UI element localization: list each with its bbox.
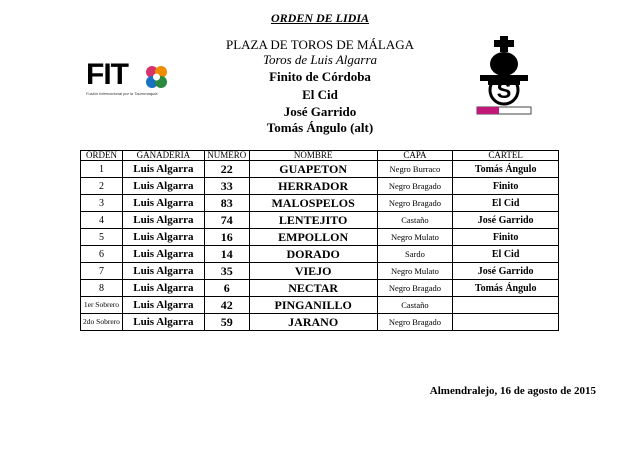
cell-ganaderia: Luis Algarra	[122, 297, 204, 314]
cell-nombre: MALOSPELOS	[249, 195, 377, 212]
cell-cartel: El Cid	[453, 195, 559, 212]
cell-orden: 3	[81, 195, 123, 212]
cell-cartel: Finito	[453, 229, 559, 246]
cell-orden: 2do Sobrero	[81, 314, 123, 331]
cell-numero: 22	[204, 161, 249, 178]
cell-capa: Negro Mulato	[377, 229, 453, 246]
table-header-row	[81, 151, 559, 161]
header-nombre: NOMBRE	[249, 151, 377, 161]
cell-capa: Castaño	[377, 212, 453, 229]
fit-logo-text: FIT	[86, 58, 128, 91]
cell-orden: 4	[81, 212, 123, 229]
table-row	[81, 314, 559, 331]
bull-breeder-line: Toros de Luis Algarra	[262, 52, 378, 67]
header-ganaderia: GANADERIA	[122, 151, 204, 161]
cell-ganaderia: Luis Algarra	[122, 280, 204, 297]
bull-order-table	[80, 150, 559, 331]
cell-nombre: PINGANILLO	[249, 297, 377, 314]
table-row	[81, 297, 559, 314]
cell-orden: 1er Sobrero	[81, 297, 123, 314]
table-row	[81, 178, 559, 195]
fit-logo-subtitle: Fusión Internacional por la Tauromaquia	[86, 91, 158, 96]
cell-cartel: Finito	[453, 178, 559, 195]
cell-orden: 2	[81, 178, 123, 195]
cell-cartel: José Garrido	[453, 212, 559, 229]
cell-numero: 59	[204, 314, 249, 331]
cell-ganaderia: Luis Algarra	[122, 314, 204, 331]
cell-numero: 16	[204, 229, 249, 246]
cell-ganaderia: Luis Algarra	[122, 161, 204, 178]
cell-orden: 6	[81, 246, 123, 263]
cell-nombre: LENTEJITO	[249, 212, 377, 229]
cell-orden: 8	[81, 280, 123, 297]
cell-orden: 1	[81, 161, 123, 178]
matador-2: El Cid	[302, 87, 338, 102]
cell-nombre: GUAPETON	[249, 161, 377, 178]
cell-nombre: HERRADOR	[249, 178, 377, 195]
place-and-date: Almendralejo, 16 de agosto de 2015	[429, 385, 596, 397]
cell-cartel	[453, 314, 559, 331]
cell-orden: 7	[81, 263, 123, 280]
svg-text:S: S	[496, 78, 512, 103]
cell-numero: 33	[204, 178, 249, 195]
cell-capa: Negro Bragado	[377, 314, 453, 331]
table-row	[81, 161, 559, 178]
cell-capa: Negro Mulato	[377, 263, 453, 280]
cell-capa: Sardo	[377, 246, 453, 263]
cell-cartel: José Garrido	[453, 263, 559, 280]
fit-flower-icon	[144, 64, 168, 90]
header-orden: ORDEN	[81, 151, 123, 161]
cell-capa: Castaño	[377, 297, 453, 314]
cell-ganaderia: Luis Algarra	[122, 263, 204, 280]
table-row	[81, 229, 559, 246]
cell-orden: 5	[81, 229, 123, 246]
table-row	[81, 212, 559, 229]
cell-numero: 74	[204, 212, 249, 229]
document-title: ORDEN DE LIDIA	[270, 11, 369, 25]
header-capa: CAPA	[377, 151, 453, 161]
cell-capa: Negro Bragado	[377, 280, 453, 297]
cell-numero: 35	[204, 263, 249, 280]
cell-nombre: NECTAR	[249, 280, 377, 297]
table-row	[81, 246, 559, 263]
cell-cartel	[453, 297, 559, 314]
cell-capa: Negro Bragado	[377, 178, 453, 195]
cell-nombre: EMPOLLON	[249, 229, 377, 246]
fit-logo	[86, 60, 168, 100]
matador-3: José Garrido	[283, 104, 357, 119]
cell-cartel: Tomás Ángulo	[453, 280, 559, 297]
cell-ganaderia: Luis Algarra	[122, 212, 204, 229]
header-numero: NUMERO	[204, 151, 249, 161]
cell-ganaderia: Luis Algarra	[122, 246, 204, 263]
cell-ganaderia: Luis Algarra	[122, 178, 204, 195]
matador-1: Finito de Córdoba	[269, 69, 371, 84]
cell-ganaderia: Luis Algarra	[122, 195, 204, 212]
cell-cartel: Tomás Ángulo	[453, 161, 559, 178]
header-cartel: CARTEL	[453, 151, 559, 161]
bullring-emblem-icon	[476, 36, 532, 118]
table-row	[81, 280, 559, 297]
table-row	[81, 195, 559, 212]
cell-cartel: El Cid	[453, 246, 559, 263]
cell-nombre: DORADO	[249, 246, 377, 263]
venue-name: PLAZA DE TOROS DE MÁLAGA	[225, 37, 415, 52]
cell-numero: 42	[204, 297, 249, 314]
cell-ganaderia: Luis Algarra	[122, 229, 204, 246]
cell-numero: 6	[204, 280, 249, 297]
matador-4: Tomás Ángulo (alt)	[266, 120, 374, 135]
cell-nombre: VIEJO	[249, 263, 377, 280]
cell-numero: 83	[204, 195, 249, 212]
table-row	[81, 263, 559, 280]
cell-capa: Negro Burraco	[377, 161, 453, 178]
cell-capa: Negro Bragado	[377, 195, 453, 212]
cell-nombre: JARANO	[249, 314, 377, 331]
cell-numero: 14	[204, 246, 249, 263]
